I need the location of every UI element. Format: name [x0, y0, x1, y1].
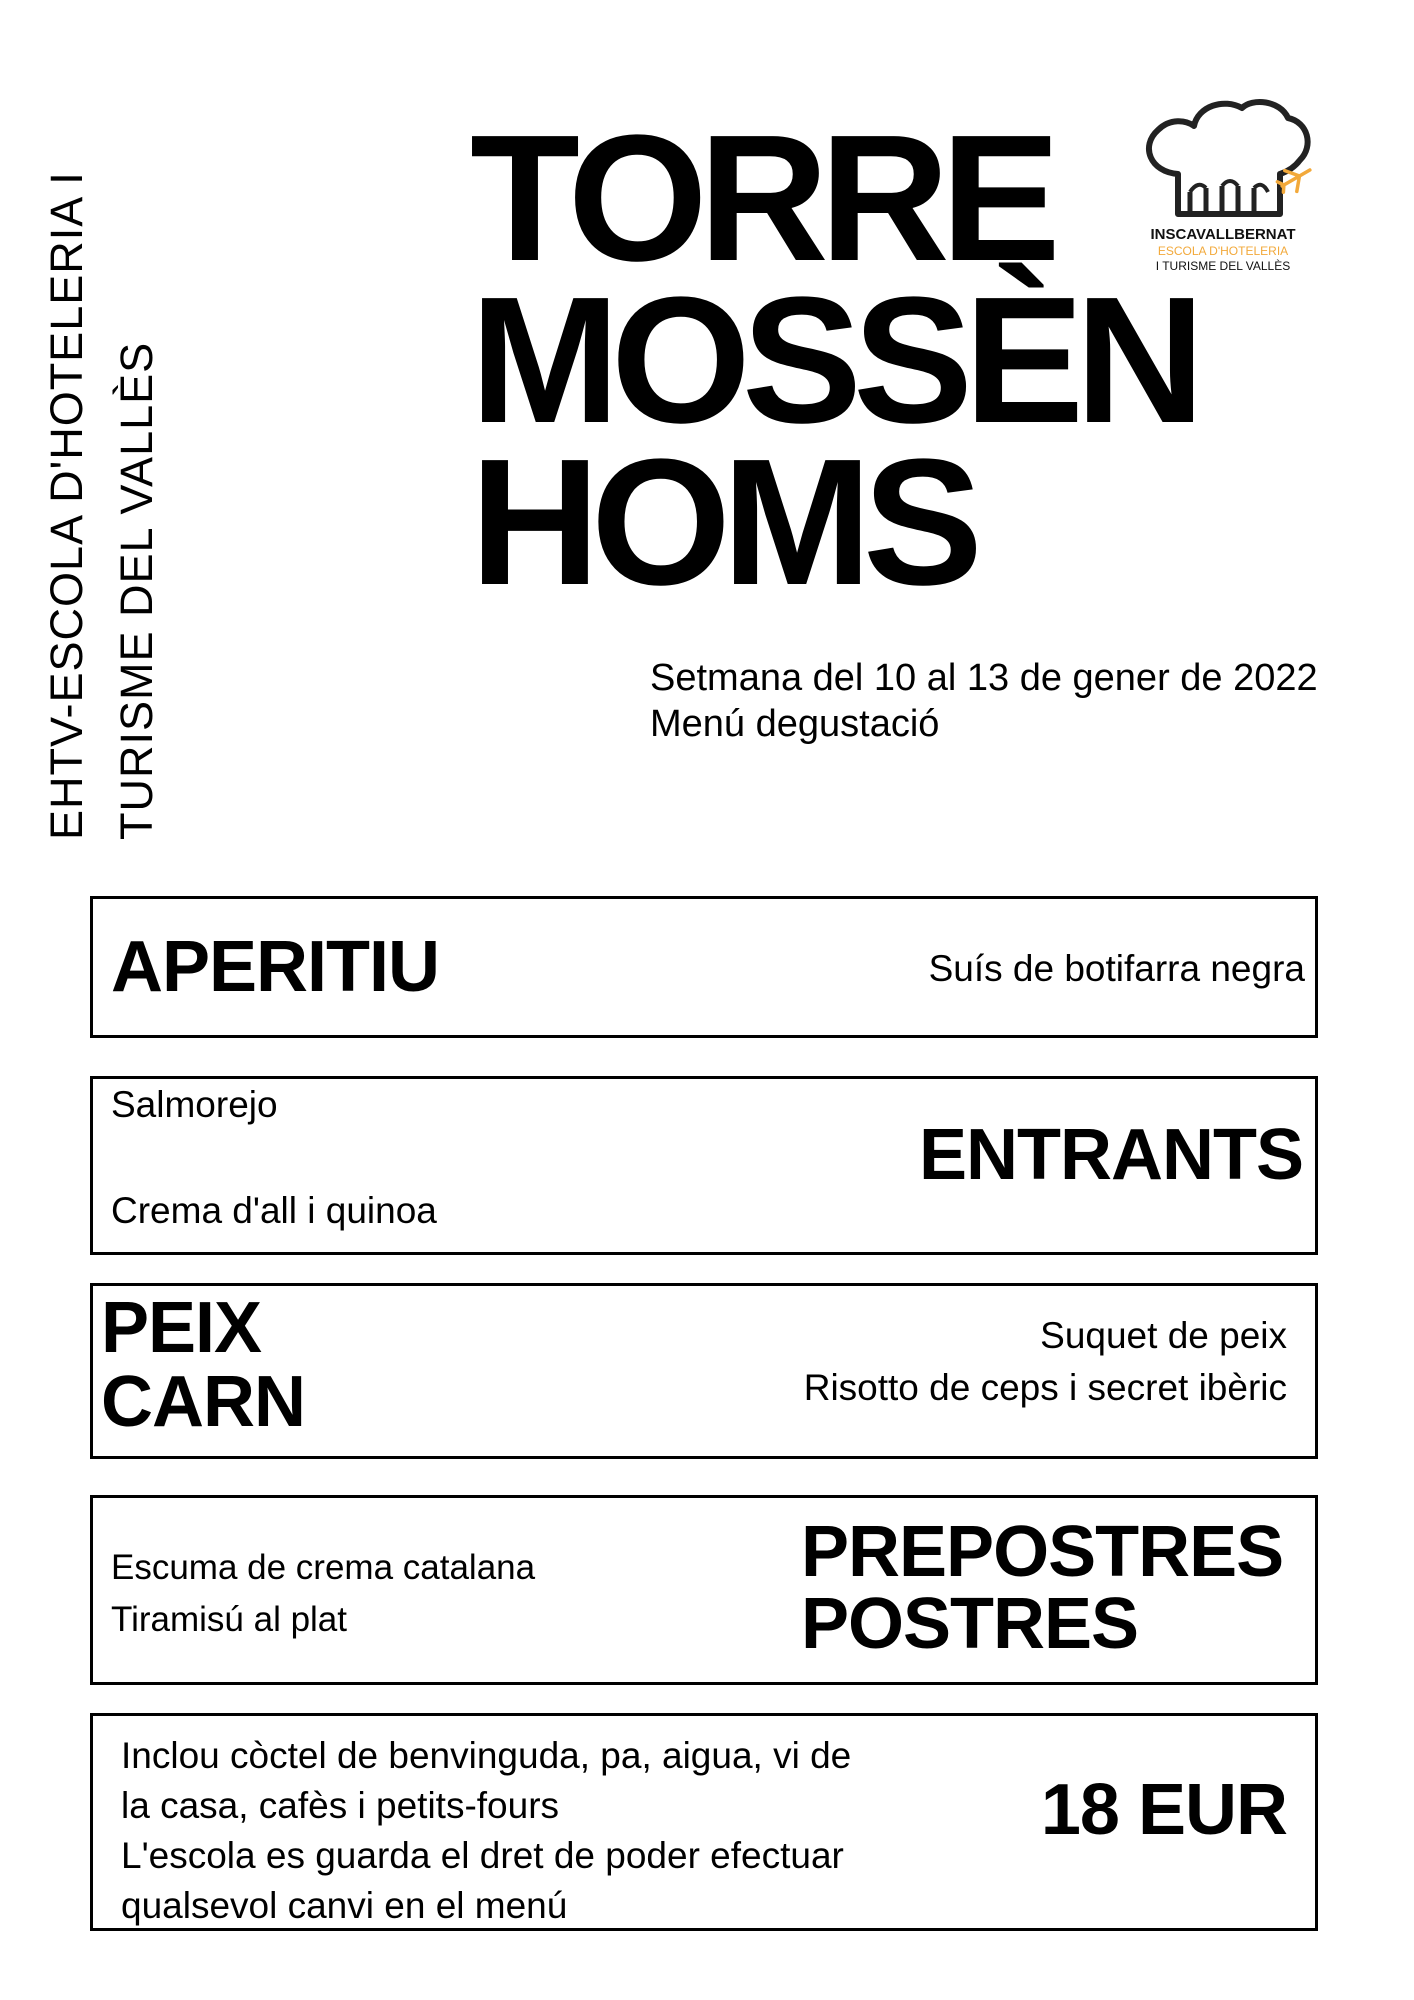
price-includes-line-2: la casa, cafès i petits-fours — [121, 1785, 560, 1826]
title-line-3: HOMS — [470, 422, 974, 623]
section-entrants — [90, 1076, 1318, 1255]
dish-aperitiu-1: Suís de botifarra negra — [928, 948, 1305, 989]
week-dates: Setmana del 10 al 13 de gener de 2022 — [650, 657, 1318, 699]
title-line-2: MOSSÈN — [470, 260, 1197, 461]
dish-postres-1: Tiramisú al plat — [111, 1600, 347, 1639]
section-heading-carn: CARN — [101, 1362, 305, 1442]
school-name-vertical — [32, 110, 162, 840]
price-includes-line-3: L'escola es guarda el dret de poder efectuar — [121, 1835, 844, 1876]
section-aperitiu — [90, 896, 1318, 1038]
dish-peix-1: Suquet de peix — [1040, 1315, 1287, 1356]
section-heading-aperitiu: APERITIU — [111, 927, 440, 1007]
price-amount: 18 EUR — [1040, 1770, 1287, 1850]
logo-subtitle-line-3: I TURISME DEL VALLÈS — [1155, 259, 1291, 273]
menu-type: Menú degustació — [650, 703, 940, 745]
school-name-line-1: EHTV-ESCOLA D'HOTELERIA I — [41, 171, 92, 840]
dish-entrants-2: Crema d'all i quinoa — [111, 1190, 437, 1231]
price-includes-line-1: Inclou còctel de benvinguda, pa, aigua, vi de — [121, 1735, 852, 1776]
school-logo — [1128, 96, 1328, 286]
section-heading-peix: PEIX — [101, 1288, 262, 1368]
dish-entrants-1: Salmorejo — [111, 1084, 278, 1125]
logo-subtitle-line-2: ESCOLA D'HOTELERIA — [1157, 244, 1289, 258]
price-includes-line-4: qualsevol canvi en el menú — [121, 1885, 568, 1926]
section-heading-entrants: ENTRANTS — [919, 1115, 1303, 1195]
school-name-line-2: TURISME DEL VALLÈS — [111, 341, 162, 840]
subtitle — [650, 655, 1318, 747]
dish-prepostres-1: Escuma de crema catalana — [111, 1548, 536, 1587]
section-postres — [90, 1495, 1318, 1685]
section-peix-carn — [90, 1283, 1318, 1459]
section-heading-postres: POSTRES — [801, 1584, 1139, 1664]
title-line-1: TORRE — [470, 98, 1052, 299]
chef-hat-with-plane-icon — [1128, 96, 1328, 226]
section-heading-prepostres: PREPOSTRES — [801, 1512, 1284, 1592]
page-title — [470, 98, 1197, 623]
dish-carn-1: Risotto de ceps i secret ibèric — [803, 1367, 1287, 1408]
section-price — [90, 1713, 1318, 1931]
logo-name: INSCAVALLBERNAT — [1150, 226, 1296, 243]
